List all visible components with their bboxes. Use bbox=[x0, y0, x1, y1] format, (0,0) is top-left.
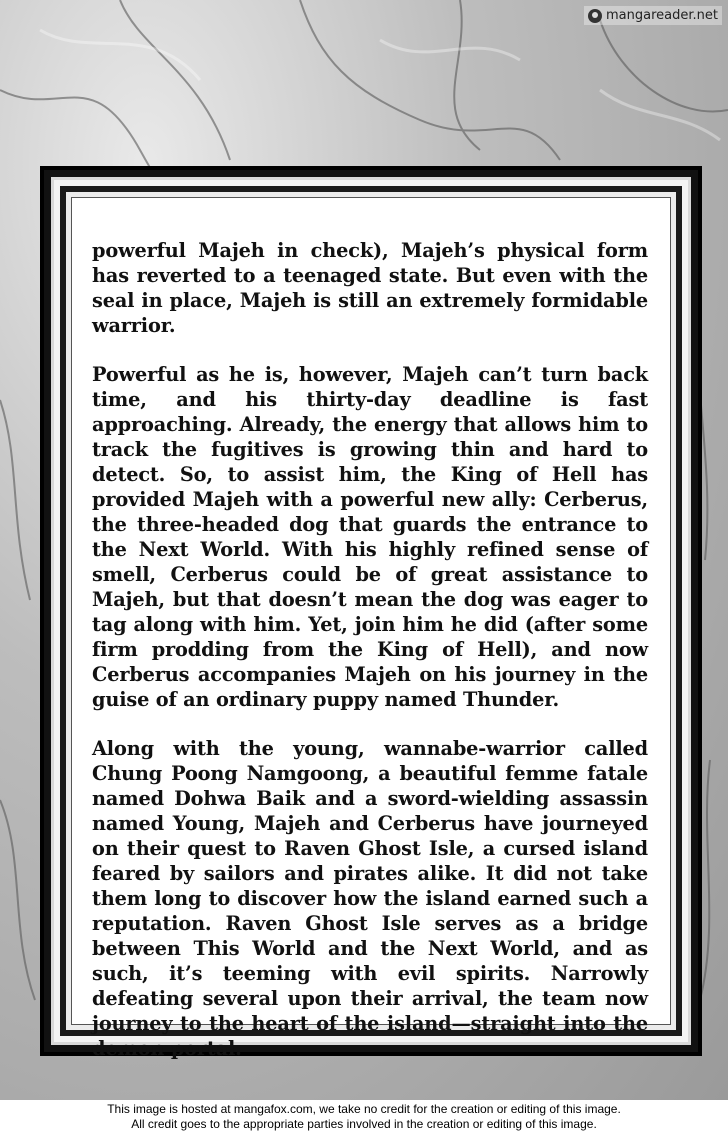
disclaimer-line-2: All credit goes to the appropriate parties involved in the creation or editing of this image. bbox=[131, 1117, 597, 1131]
text-page bbox=[71, 197, 671, 1060]
disclaimer-line-1: This image is hosted at mangafox.com, we take no credit for the creation or editing of this image. bbox=[107, 1102, 621, 1116]
site-watermark bbox=[584, 6, 722, 25]
paragraph-3: Along with the young, wannabe-warrior called Chung Poong Namgoong, a beautiful femme fatale named Dohwa Baik and a sword-wielding assassin named Young, Majeh and Cerberus have journeyed on their quest to Raven Ghost Isle, a cursed island feared by sailors and pirates alike. It did not take them long to discover how the island earned such a reputation. Raven Ghost Isle serves as a bridge between This World and the Next World, and as such, it’s teeming with evil spirits. Narrowly defeating several upon their arrival, the team now journey to the heart of the island—straight into the demon portal. bbox=[92, 737, 648, 1060]
paragraph-1: powerful Majeh in check), Majeh’s physical form has reverted to a teenaged state. But even with the seal in place, Majeh is still an extremely formidable warrior. bbox=[92, 239, 648, 337]
page-frame bbox=[40, 166, 702, 1060]
hosting-disclaimer bbox=[0, 1102, 728, 1133]
watermark-text: mangareader.net bbox=[606, 8, 718, 23]
paragraph-2: Powerful as he is, however, Majeh can’t turn back time, and his thirty-day deadline is fast approaching. Already, the energy that allows him to track the fugitives is growing thin and hard to detect. So, to assist him, the King of Hell has provided Majeh with a powerful new ally: Cerberus, the three-headed dog that guards the entrance to the Next World. With his highly refined sense of smell, Cerberus could be of great assistance to Majeh, but that doesn’t mean the dog was eager to tag along with him. Yet, join him he did (after some firm prodding from the King of Hell), and now Cerberus accompanies Majeh on his journey in the guise of an ordinary puppy named Thunder. bbox=[92, 363, 648, 711]
logo-icon bbox=[588, 9, 602, 23]
